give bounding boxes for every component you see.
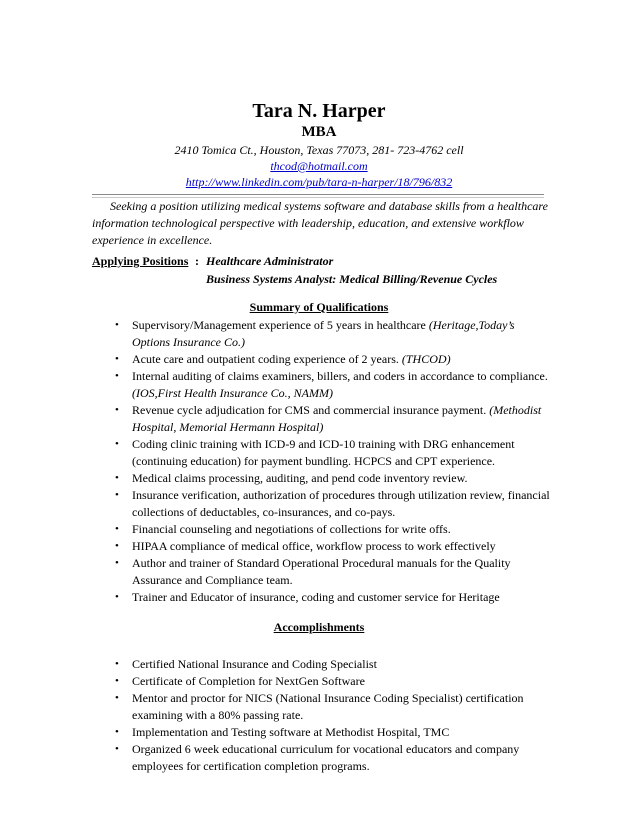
bullet-icon: • xyxy=(115,370,119,382)
bullet-icon: • xyxy=(115,591,119,603)
bullet-icon: • xyxy=(115,726,119,738)
position-item: Healthcare Administrator xyxy=(206,254,334,268)
bullet-icon: • xyxy=(115,353,119,365)
summary-item-text: Medical claims processing, auditing, and pend code inventory review. xyxy=(132,471,468,485)
accomplishments-title: Accomplishments xyxy=(273,620,365,634)
summary-item-text: HIPAA compliance of medical office, workflow process to work effectively xyxy=(132,539,496,553)
bullet-icon: • xyxy=(115,540,119,552)
objective-statement: Seeking a position utilizing medical systems software and database skills from a healthcare information technological perspective with leadership, education, and extensive workflow experience in excellence. xyxy=(92,199,548,247)
summary-item-note: (IOS,First Health Insurance Co., NAMM) xyxy=(132,386,333,400)
bullet-icon: • xyxy=(115,404,119,416)
summary-title: Summary of Qualifications xyxy=(249,300,389,314)
position-item: Business Systems Analyst: Medical Billing/Revenue Cycles xyxy=(206,272,498,286)
bullet-icon: • xyxy=(115,557,119,569)
summary-item-text: Internal auditing of claims examiners, billers, and coders in accordance to compliance. xyxy=(132,369,548,383)
summary-item-text: Supervisory/Management experience of 5 years in healthcare xyxy=(132,318,429,332)
bullet-icon: • xyxy=(115,743,119,755)
summary-item-text: Financial counseling and negotiations of collections for write offs. xyxy=(132,522,451,536)
summary-item-note: (Methodist Hospital, Memorial Hermann Hospital) xyxy=(132,403,542,434)
accomplishment-item-text: Certificate of Completion for NextGen Software xyxy=(132,674,365,688)
bullet-icon: • xyxy=(115,489,119,501)
bullet-icon: • xyxy=(115,438,119,450)
accomplishment-item-text: Mentor and proctor for NICS (National Insurance Coding Specialist) certification examining with a 80% passing rate. xyxy=(132,691,524,722)
bullet-icon: • xyxy=(115,658,119,670)
applying-positions-label: Applying Positions xyxy=(92,254,189,268)
contact-email-link[interactable]: thcod@hotmail.com xyxy=(270,159,368,173)
accomplishment-item-text: Organized 6 week educational curriculum for vocational educators and company employees for certification completion programs. xyxy=(132,742,520,773)
summary-item-text: Insurance verification, authorization of procedures through utilization review, financial collections of deductables, co-insurances, and co-pays. xyxy=(132,488,550,519)
bullet-icon: • xyxy=(115,472,119,484)
accomplishment-item-text: Certified National Insurance and Coding Specialist xyxy=(132,657,377,671)
summary-item-note: (THCOD) xyxy=(401,352,451,366)
bullet-icon: • xyxy=(115,675,119,687)
bullet-icon: • xyxy=(115,692,119,704)
summary-item-text: Revenue cycle adjudication for CMS and commercial insurance payment. xyxy=(132,403,490,417)
summary-item-text: Coding clinic training with ICD-9 and ICD-10 training with DRG enhancement (continuing education) for payment bundling. HCPCS and CPT experience. xyxy=(132,437,515,468)
applying-positions-colon: : xyxy=(195,254,199,268)
candidate-degree: MBA xyxy=(301,124,337,140)
summary-item-note: (Heritage,Today’s Options Insurance Co.) xyxy=(132,318,515,349)
summary-item-text: Author and trainer of Standard Operational Procedural manuals for the Quality Assurance and Compliance team. xyxy=(132,556,511,587)
summary-item-text: Acute care and outpatient coding experience of 2 years. xyxy=(132,352,402,366)
bullet-icon: • xyxy=(115,319,119,331)
candidate-name: Tara N. Harper xyxy=(252,100,386,122)
bullet-icon: • xyxy=(115,523,119,535)
contact-address: 2410 Tomica Ct., Houston, Texas 77073, 281- 723-4762 cell xyxy=(174,143,464,157)
contact-website-link[interactable]: http://www.linkedin.com/pub/tara-n-harper/18/796/832 xyxy=(185,175,453,189)
summary-item-text: Trainer and Educator of insurance, coding and customer service for Heritage xyxy=(132,590,500,604)
accomplishment-item-text: Implementation and Testing software at Methodist Hospital, TMC xyxy=(132,725,450,739)
